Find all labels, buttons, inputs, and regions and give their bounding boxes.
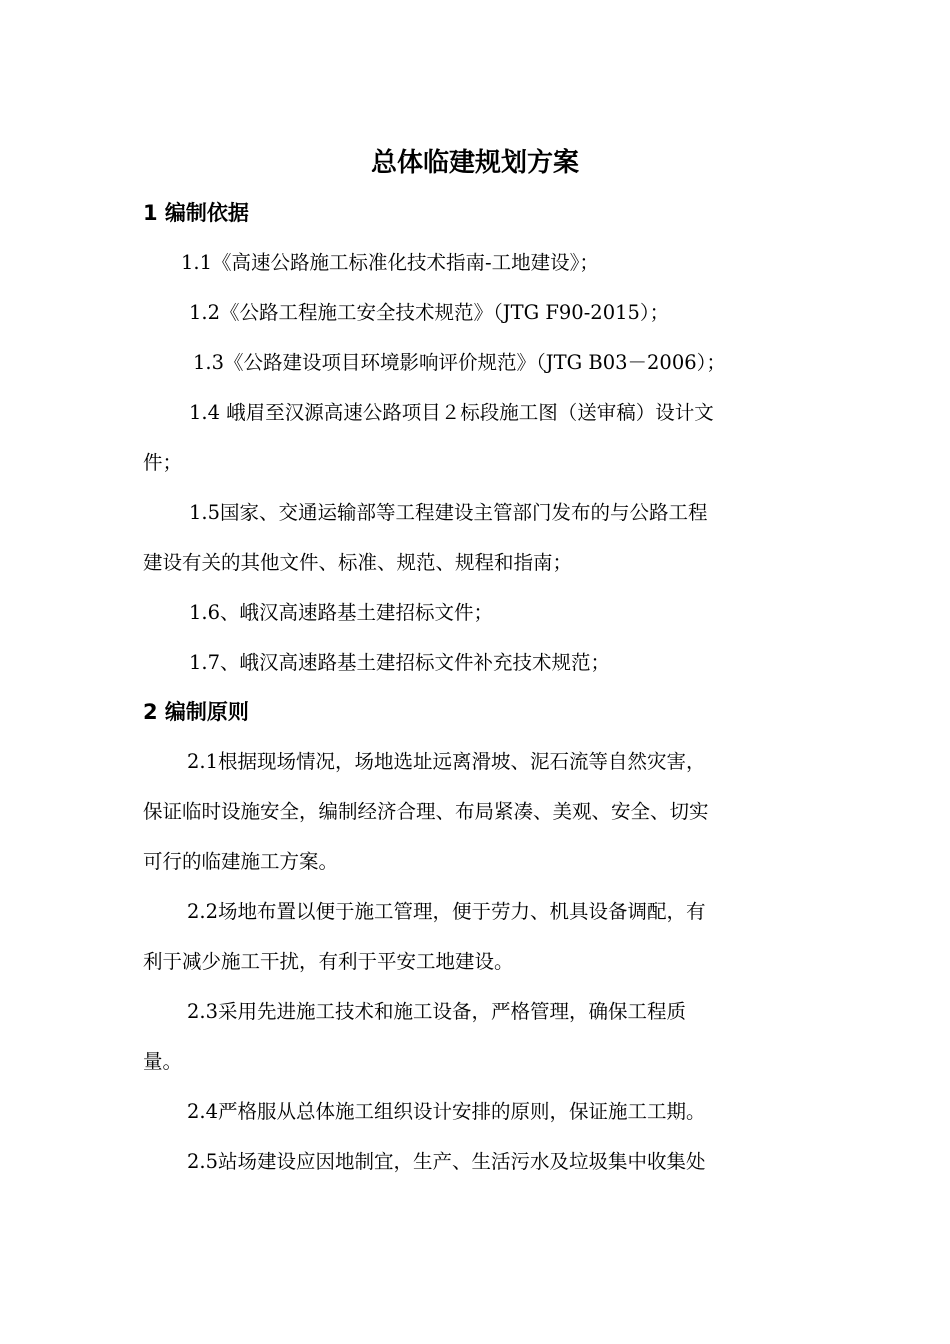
section-heading-1: 1 编制依据: [143, 201, 249, 225]
basis-item-1-2: 1.2《公路工程施工安全技术规范》（JTG F90-2015）；: [189, 301, 670, 324]
section-heading-2: 2 编制原则: [143, 700, 249, 724]
principle-item-2-3: 2.3采用先进施工技术和施工设备，严格管理，确保工程质: [187, 1000, 687, 1023]
principle-item-2-5: 2.5站场建设应因地制宜，生产、生活污水及垃圾集中收集处: [187, 1150, 706, 1173]
principle-item-2-1-cont1: 保证临时设施安全，编制经济合理、布局紧凑、美观、安全、切实: [143, 800, 709, 823]
principle-item-2-2: 2.2场地布置以便于施工管理，便于劳力、机具设备调配，有: [187, 900, 706, 923]
principle-item-2-4: 2.4严格服从总体施工组织设计安排的原则，保证施工工期。: [187, 1100, 706, 1123]
document-title: 总体临建规划方案: [370, 148, 579, 178]
basis-item-1-5-cont: 建设有关的其他文件、标准、规范、规程和指南；: [143, 551, 573, 574]
basis-item-1-5: 1.5国家、交通运输部等工程建设主管部门发布的与公路工程: [189, 501, 708, 524]
basis-item-1-3: 1.3《公路建设项目环境影响评价规范》（JTG B03－2006）；: [193, 351, 726, 374]
basis-item-1-4-cont: 件；: [143, 451, 183, 474]
basis-item-1-7: 1.7、峨汉高速路基土建招标文件补充技术规范；: [189, 651, 611, 674]
principle-item-2-3-cont: 量。: [143, 1050, 183, 1073]
principle-item-2-1: 2.1根据现场情况，场地选址远离滑坡、泥石流等自然灾害，: [187, 750, 706, 773]
basis-item-1-4: 1.4 峨眉至汉源高速公路项目２标段施工图（送审稿）设计文: [189, 401, 714, 424]
basis-item-1-1: 1.1《高速公路施工标准化技术指南-工地建设》；: [181, 251, 599, 274]
principle-item-2-1-cont2: 可行的临建施工方案。: [143, 850, 339, 873]
basis-item-1-6: 1.6、峨汉高速路基土建招标文件；: [189, 601, 494, 624]
principle-item-2-2-cont: 利于减少施工干扰，有利于平安工地建设。: [143, 950, 514, 973]
